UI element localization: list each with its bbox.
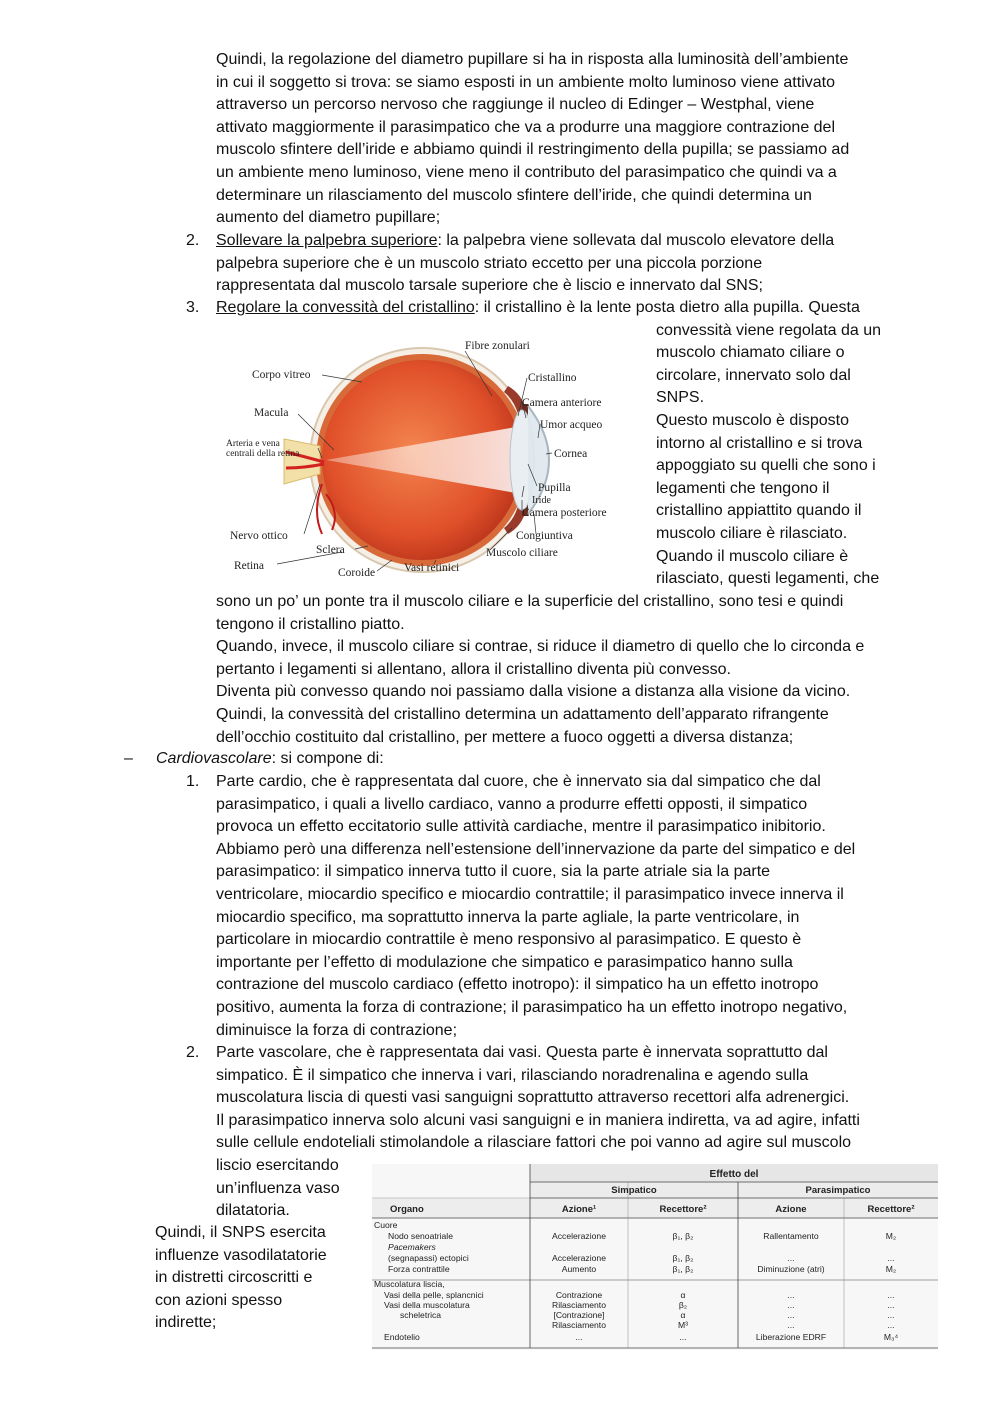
label-coroide: Coroide [338, 567, 376, 579]
table-cell: Diminuzione (atri) [757, 1264, 825, 1274]
table-group-parasimpatico: Parasimpatico [805, 1185, 871, 1196]
table-cell: scheletrica [400, 1310, 442, 1320]
label-arteria-line1: Arteria e vena [226, 439, 280, 449]
table-cell: β₁, β₂ [672, 1231, 694, 1241]
cardio-item1-line: provoca un effetto eccitatorio sulle attività cardiache, mentre il parasimpatico inibitorio. [216, 818, 826, 836]
item3-side-line: appoggiato su quelli che sono i [656, 457, 876, 475]
cardio-item2-line: sulle cellule endoteliali stimolandole a rilasciare fattori che poi vanno ad agire sul muscolo [216, 1134, 852, 1152]
table-cell: ... [887, 1253, 895, 1263]
item3-side-line: Questo muscolo è disposto [656, 412, 849, 429]
label-camera-posteriore: Camera posteriore [522, 507, 607, 519]
final-line: con azioni spesso [155, 1291, 283, 1309]
cardio-item2-line: muscolatura liscia di questi vasi sanguigni soprattutto attraverso recettori alfa adrenergici. [216, 1089, 850, 1107]
item3-side-line: convessità viene regolata da un [656, 321, 882, 339]
cardio-item1-line: miocardio specifico, ma soprattutto innerva la parte agliale, la parte ventricolare, in [216, 908, 800, 926]
item2-number: 2. [186, 232, 200, 249]
table-cell: ... [787, 1300, 795, 1310]
table-cell: Contrazione [555, 1290, 603, 1300]
cardio-item2-side-line: un’influenza vaso [216, 1179, 340, 1197]
table-cell: M₂ [885, 1231, 897, 1241]
item3-side-line: cristallino appiattito quando il [656, 502, 862, 520]
final-line: indirette; [155, 1314, 217, 1332]
table-cell: Vasi della pelle, splancnici [384, 1290, 484, 1300]
table-cell: Vasi della muscolatura [384, 1300, 470, 1310]
cardio-item1-line: particolare in miocardio contrattile è meno responsivo al parasimpatico. E questo è [216, 931, 802, 949]
table-cell: Rallentamento [763, 1231, 819, 1241]
cardio-item1-line: ventricolare, miocardio specifico e miocardio contrattile; il parasimpatico invece innerva il [216, 886, 844, 903]
intro-line: determinare un rilasciamento del muscolo sfintere dell’iride, che quindi determina un [216, 186, 812, 204]
item3-line: pertanto i legamenti si allentano, allora il cristallino diventa più convesso. [216, 660, 731, 678]
cardio-heading [156, 748, 384, 771]
label-umor-acqueo: Umor acqueo [540, 419, 603, 431]
table-cell: Forza contrattile [388, 1264, 450, 1274]
cardio-item1-line: parasimpatico: il simpatico innerva tutto il cuore, sia la parte atriale sia la parte [216, 863, 771, 881]
table-cell: ... [887, 1290, 895, 1300]
table-header-cell: Azione¹ [561, 1204, 597, 1215]
table-cell: ... [787, 1290, 795, 1300]
item3-title: Regolare la convessità del cristallino [216, 299, 475, 316]
item3-line: tengono il cristallino piatto. [216, 615, 405, 633]
item3-side-line: muscolo ciliare è rilasciato. [656, 525, 848, 542]
table-cell: Rilasciamento [552, 1300, 606, 1310]
cardio-item1-line: contrazione del muscolo cardiaco (effetto inotropo): il simpatico ha un effetto inotropo [216, 976, 819, 994]
table-title: Effetto del [709, 1169, 759, 1180]
item3-side-line: legamenti che tengono il [656, 479, 830, 497]
label-camera-anteriore: Camera anteriore [522, 397, 602, 409]
item3-side-line: muscolo chiamato ciliare o [656, 344, 845, 362]
item3-rest: : il cristallino è la lente posta dietro alla pupilla. Questa [474, 299, 860, 316]
cardio-item1-line: positivo, aumenta la forza di contrazione; il parasimpatico ha un effetto inotropo negativo, [216, 999, 848, 1016]
label-iride: Iride [532, 495, 551, 506]
item3-side-line: SNPS. [656, 389, 705, 407]
cardio-title: Cardiovascolare [156, 750, 272, 767]
label-cornea: Cornea [554, 448, 588, 460]
table-cell: β₁, β₂ [672, 1264, 694, 1274]
cardio-item2-line: Il parasimpatico innerva solo alcuni vasi sanguigni e in maniera indiretta, va ad agire, infatti [216, 1111, 860, 1129]
item3-line: Quando, invece, il muscolo ciliare si contrae, si riduce il diametro di quello che lo circonda e [216, 638, 865, 656]
item3-line: Diventa più convesso quando noi passiamo dalla visione a distanza alla visione da vicino. [216, 683, 851, 701]
table-cell: M₂ [885, 1264, 897, 1274]
table-cell: ... [787, 1253, 795, 1263]
label-cristallino: Cristallino [528, 372, 577, 384]
cardio-item2-side-line: liscio esercitando [216, 1157, 339, 1174]
table-cell: α [680, 1310, 686, 1320]
cardio-item1-line: parasimpatico, i quali a livello cardiaco, vanno a produrre effetti opposti, il simpatico [216, 795, 808, 813]
table-cell: (segnapassi) ectopici [388, 1253, 469, 1263]
intro-line: in cui il soggetto si trova: se siamo esposti in un ambiente molto luminoso viene attivato [216, 73, 835, 91]
label-congiuntiva: Congiuntiva [516, 530, 573, 542]
item3-side-line: Quando il muscolo ciliare è [656, 547, 849, 565]
cardio-item1-line: diminuisce la forza di contrazione; [216, 1021, 458, 1039]
label-corpo-vitreo: Corpo vitreo [252, 369, 311, 381]
cardio-item2-side-line: dilatatoria. [216, 1202, 290, 1220]
table-cell: ... [887, 1310, 895, 1320]
label-muscolo-ciliare: Muscolo ciliare [486, 547, 558, 559]
table-cell: Aumento [561, 1264, 597, 1274]
table-cell: Rilasciamento [552, 1320, 606, 1330]
table-header-cell: Azione [775, 1204, 807, 1215]
item3-first-line [216, 297, 860, 320]
cardio-item1-line: Parte cardio, che è rappresentata dal cuore, che è innervato sia dal simpatico che dal [216, 773, 821, 790]
label-sclera: Sclera [316, 544, 345, 556]
cardio-item1-line: Abbiamo però una differenza nell’estensione dell’innervazione da parte del simpatico e del [216, 840, 856, 858]
item3-side-line: circolare, innervato solo dal [656, 366, 851, 384]
intro-line: attivato maggiormente il parasimpatico che va a produrre una maggiore contrazione del [216, 118, 836, 136]
item3-line: dell’occhio costituito dal cristallino, per mettere a fuoco oggetti a diversa distanza; [216, 728, 794, 746]
table-cell: Cuore [374, 1220, 398, 1230]
table-header-cell: Recettore² [867, 1204, 915, 1215]
table-cell: ... [887, 1300, 895, 1310]
table-header-cell: Organo [390, 1204, 424, 1215]
table-cell: Muscolatura liscia, [374, 1279, 445, 1289]
table-cell: β₁, β₂ [672, 1253, 694, 1263]
cardio-item1-number: 1. [186, 773, 200, 790]
table-cell: Accelerazione [552, 1253, 606, 1263]
table-group-simpatico: Simpatico [611, 1185, 657, 1196]
item2-line: rappresentata dal muscolo tarsale superiore che è liscio e innervato dal SNS; [216, 277, 763, 295]
item3-number: 3. [186, 299, 200, 316]
cardio-item2-line: simpatico. È il simpatico che innerva i vari, rilasciando noradrenalina e agendo sulla [216, 1066, 809, 1084]
cardio-item2-number: 2. [186, 1044, 200, 1061]
intro-line: Quindi, la regolazione del diametro pupillare si ha in risposta alla luminosità dell’ambiente [216, 51, 849, 68]
table-cell: ... [787, 1310, 795, 1320]
cardio-rest: : si compone di: [271, 750, 384, 767]
item3-line: Quindi, la convessità del cristallino determina un adattamento dell’apparato rifrangente [216, 706, 829, 723]
table-cell: ... [679, 1332, 687, 1342]
table-cell: [Contrazione] [553, 1310, 605, 1320]
label-fibre-zonulari: Fibre zonulari [465, 340, 530, 352]
final-line: influenze vasodilatatorie [155, 1246, 327, 1264]
intro-line: muscolo sfintere dell’iride e abbiamo quindi il restringimento della pupilla; se passiamo ad [216, 141, 850, 159]
final-line: in distretti circoscritti e [155, 1269, 313, 1287]
item2-rest: : la palpebra viene sollevata dal muscolo elevatore della [437, 232, 835, 249]
table-cell: ... [575, 1332, 583, 1342]
final-line: Quindi, il SNPS esercita [155, 1224, 326, 1241]
table-cell: M₃⁴ [883, 1332, 899, 1342]
item2-first-line [216, 230, 834, 253]
label-arteria-line2: centrali della retina [226, 449, 300, 459]
effects-table [372, 1164, 938, 1350]
cardio-item2-line: Parte vascolare, che è rappresentata dai vasi. Questa parte è innervata soprattutto dal [216, 1044, 828, 1061]
item2-line: palpebra superiore che è un muscolo striato eccetto per una piccola porzione [216, 254, 763, 272]
item3-line: sono un po’ un ponte tra il muscolo ciliare e la superficie del cristallino, sono tesi e quindi [216, 593, 844, 610]
table-cell: β₂ [678, 1300, 688, 1310]
cardio-item1-line: importante per l’effetto di modulazione che simpatico e parasimpatico hanno sulla [216, 953, 793, 971]
table-cell: Pacemakers [388, 1242, 436, 1252]
table-cell: Accelerazione [552, 1231, 606, 1241]
table-header-cell: Recettore² [659, 1204, 707, 1215]
table-cell: Nodo senoatriale [388, 1231, 453, 1241]
table-cell: Endotelio [384, 1332, 420, 1342]
eye-anatomy-diagram [222, 334, 632, 584]
item2-title: Sollevare la palpebra superiore [216, 232, 438, 249]
label-vasi-retinici: Vasi retinici [404, 562, 460, 574]
table-cell: ... [887, 1320, 895, 1330]
label-pupilla: Pupilla [538, 482, 571, 494]
intro-line: aumento del diametro pupillare; [216, 209, 441, 227]
table-cell: M³ [677, 1320, 689, 1330]
intro-line: attraverso un percorso nervoso che raggiunge il nucleo di Edinger – Westphal, viene [216, 96, 815, 114]
label-nervo-ottico: Nervo ottico [230, 530, 288, 542]
table-cell: α [680, 1290, 686, 1300]
item3-side-line: intorno al cristallino e si trova [656, 434, 863, 452]
intro-line: un ambiente meno luminoso, viene meno il contributo del parasimpatico che quindi va a [216, 164, 837, 181]
cardio-dash: – [124, 750, 133, 767]
table-cell: Liberazione EDRF [755, 1332, 827, 1342]
label-retina: Retina [234, 560, 265, 572]
item3-side-line: rilasciato, questi legamenti, che [656, 570, 880, 588]
table-cell: ... [787, 1320, 795, 1330]
label-macula: Macula [254, 407, 289, 419]
